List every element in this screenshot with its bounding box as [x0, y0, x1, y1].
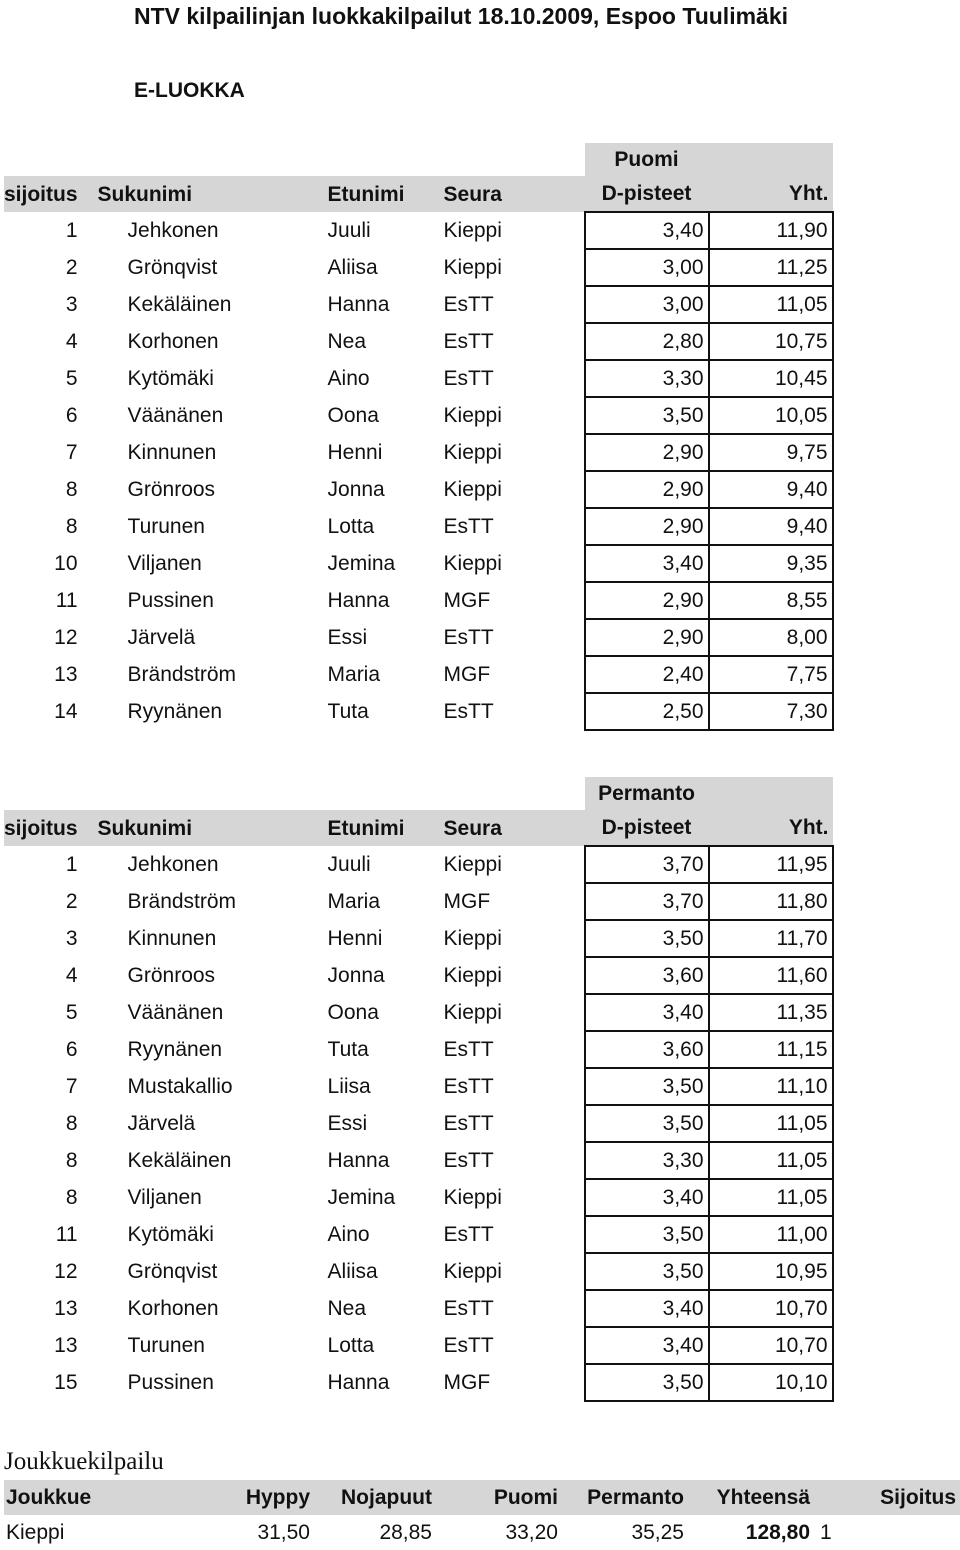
team-total: 128,80 — [745, 1521, 810, 1544]
position: 13 — [54, 1334, 78, 1357]
surname: Grönqvist — [127, 1260, 218, 1283]
result-row — [4, 1068, 833, 1105]
result-row — [4, 508, 833, 545]
col-total-header: Yht. — [709, 810, 833, 846]
firstname: Jemina — [327, 552, 396, 575]
firstname: Nea — [327, 330, 367, 353]
club: Kieppi — [443, 219, 502, 242]
club: EsTT — [443, 515, 494, 538]
d-score: 2,90 — [585, 508, 709, 545]
firstname: Hanna — [327, 1371, 390, 1394]
col-pos-header: sijoitus — [4, 810, 94, 846]
team-col-header: Nojapuut — [310, 1480, 432, 1515]
firstname: Maria — [327, 663, 381, 686]
result-row — [4, 397, 833, 434]
total-score: 7,75 — [709, 656, 833, 693]
d-score: 3,00 — [585, 286, 709, 323]
total-score: 11,25 — [709, 249, 833, 286]
position: 7 — [65, 441, 78, 464]
result-row — [4, 1364, 833, 1401]
d-score: 2,90 — [585, 471, 709, 508]
surname: Pussinen — [127, 589, 214, 612]
team-rank: 1 — [820, 1521, 832, 1544]
total-score: 9,35 — [709, 545, 833, 582]
d-score: 3,30 — [585, 360, 709, 397]
result-row — [4, 656, 833, 693]
d-score: 3,40 — [585, 545, 709, 582]
result-row — [4, 545, 833, 582]
d-score: 2,80 — [585, 323, 709, 360]
team-vault: 31,50 — [257, 1521, 310, 1544]
result-row — [4, 994, 833, 1031]
d-score: 3,70 — [585, 846, 709, 883]
total-score: 10,70 — [709, 1290, 833, 1327]
floor-apparatus-label: Permanto — [585, 777, 709, 810]
col-club-header: Seura — [444, 176, 585, 212]
club: EsTT — [443, 626, 494, 649]
d-score: 3,40 — [585, 212, 709, 249]
result-row — [4, 471, 833, 508]
firstname: Essi — [327, 1112, 368, 1135]
result-row — [4, 846, 833, 883]
surname: Grönqvist — [127, 256, 218, 279]
position: 12 — [54, 626, 78, 649]
club: Kieppi — [443, 552, 502, 575]
club: EsTT — [443, 1112, 494, 1135]
result-row — [4, 920, 833, 957]
position: 8 — [65, 1112, 78, 1135]
d-score: 3,40 — [585, 1179, 709, 1216]
col-total-header: Yht. — [709, 176, 833, 212]
club: EsTT — [443, 1075, 494, 1098]
total-score: 10,95 — [709, 1253, 833, 1290]
club: MGF — [443, 663, 491, 686]
surname: Korhonen — [127, 1297, 219, 1320]
team-col-header: Joukkue — [4, 1480, 194, 1515]
total-score: 10,70 — [709, 1327, 833, 1364]
position: 2 — [65, 890, 78, 913]
total-score: 9,75 — [709, 434, 833, 471]
total-score: 11,60 — [709, 957, 833, 994]
result-row — [4, 1327, 833, 1364]
team-competition-title: Joukkuekilpailu — [4, 1448, 164, 1475]
result-row — [4, 693, 833, 730]
position: 10 — [54, 552, 78, 575]
club: EsTT — [443, 1149, 494, 1172]
club: EsTT — [443, 700, 494, 723]
firstname: Essi — [327, 626, 368, 649]
surname: Mustakallio — [127, 1075, 233, 1098]
result-row — [4, 1290, 833, 1327]
team-col-header: Hyppy — [194, 1480, 310, 1515]
floor-header-row — [4, 810, 833, 846]
total-score: 11,35 — [709, 994, 833, 1031]
col-dscore-header: D-pisteet — [585, 176, 709, 212]
col-dscore-header: D-pisteet — [585, 810, 709, 846]
class-label: E-LUOKKA — [134, 79, 245, 102]
club: EsTT — [443, 367, 494, 390]
position: 1 — [65, 219, 78, 242]
result-row — [4, 1031, 833, 1068]
result-row — [4, 360, 833, 397]
surname: Kekäläinen — [127, 293, 232, 316]
team-col-header: Puomi — [432, 1480, 558, 1515]
page-title: NTV kilpailinjan luokkakilpailut 18.10.2009, Espoo Tuulimäki — [134, 3, 789, 29]
position: 12 — [54, 1260, 78, 1283]
d-score: 2,90 — [585, 582, 709, 619]
firstname: Lotta — [327, 515, 375, 538]
total-score: 11,15 — [709, 1031, 833, 1068]
position: 7 — [65, 1075, 78, 1098]
position: 8 — [65, 515, 78, 538]
total-score: 8,55 — [709, 582, 833, 619]
d-score: 3,40 — [585, 1327, 709, 1364]
firstname: Aliisa — [327, 256, 378, 279]
total-score: 10,45 — [709, 360, 833, 397]
total-score: 10,75 — [709, 323, 833, 360]
firstname: Maria — [327, 890, 381, 913]
club: EsTT — [443, 293, 494, 316]
surname: Kytömäki — [127, 367, 214, 390]
d-score: 3,50 — [585, 1216, 709, 1253]
position: 2 — [65, 256, 78, 279]
total-score: 9,40 — [709, 471, 833, 508]
surname: Väänänen — [127, 1001, 224, 1024]
d-score: 3,40 — [585, 994, 709, 1031]
result-row — [4, 1105, 833, 1142]
beam-results-table — [4, 143, 834, 731]
firstname: Juuli — [327, 219, 371, 242]
floor-header-apparatus-row — [4, 777, 833, 810]
col-club-header: Seura — [444, 810, 585, 846]
firstname: Jemina — [327, 1186, 396, 1209]
firstname: Oona — [327, 404, 379, 427]
club: Kieppi — [443, 404, 502, 427]
d-score: 3,60 — [585, 957, 709, 994]
total-score: 11,80 — [709, 883, 833, 920]
surname: Järvelä — [127, 626, 196, 649]
firstname: Hanna — [327, 589, 390, 612]
total-score: 11,05 — [709, 1105, 833, 1142]
team-col-header: Yhteensä — [684, 1480, 810, 1515]
club: EsTT — [443, 1334, 494, 1357]
total-score: 11,10 — [709, 1068, 833, 1105]
club: MGF — [443, 1371, 491, 1394]
surname: Grönroos — [127, 964, 216, 987]
firstname: Lotta — [327, 1334, 375, 1357]
d-score: 2,90 — [585, 619, 709, 656]
firstname: Tuta — [327, 700, 369, 723]
position: 8 — [65, 1186, 78, 1209]
firstname: Henni — [327, 927, 383, 950]
beam-header-apparatus-row — [4, 143, 833, 176]
position: 15 — [54, 1371, 78, 1394]
total-score: 9,40 — [709, 508, 833, 545]
result-row — [4, 1179, 833, 1216]
team-bars: 28,85 — [379, 1521, 432, 1544]
firstname: Aino — [327, 367, 370, 390]
team-beam: 33,20 — [505, 1521, 558, 1544]
surname: Ryynänen — [127, 1038, 223, 1061]
result-row — [4, 957, 833, 994]
surname: Brändström — [127, 890, 237, 913]
position: 8 — [65, 1149, 78, 1172]
surname: Ryynänen — [127, 700, 223, 723]
team-col-header: Sijoitus — [810, 1480, 960, 1515]
team-floor: 35,25 — [631, 1521, 684, 1544]
surname: Turunen — [127, 515, 205, 538]
position: 6 — [65, 404, 78, 427]
d-score: 3,30 — [585, 1142, 709, 1179]
team-name: Kieppi — [6, 1521, 65, 1544]
total-score: 7,30 — [709, 693, 833, 730]
surname: Jehkonen — [127, 853, 219, 876]
team-results-table — [4, 1480, 960, 1550]
position: 6 — [65, 1038, 78, 1061]
club: Kieppi — [443, 927, 502, 950]
total-score: 11,05 — [709, 1179, 833, 1216]
firstname: Jonna — [327, 964, 385, 987]
surname: Viljanen — [127, 552, 202, 575]
d-score: 2,90 — [585, 434, 709, 471]
firstname: Nea — [327, 1297, 367, 1320]
position: 11 — [55, 1223, 78, 1246]
col-firstname-header: Etunimi — [328, 176, 444, 212]
position: 14 — [54, 700, 78, 723]
result-row — [4, 1253, 833, 1290]
club: Kieppi — [443, 478, 502, 501]
firstname: Aliisa — [327, 1260, 378, 1283]
d-score: 3,00 — [585, 249, 709, 286]
col-pos-header: sijoitus — [4, 176, 94, 212]
firstname: Oona — [327, 1001, 379, 1024]
team-row — [4, 1515, 960, 1550]
total-score: 11,00 — [709, 1216, 833, 1253]
position: 13 — [54, 1297, 78, 1320]
result-row — [4, 212, 833, 249]
d-score: 2,40 — [585, 656, 709, 693]
d-score: 3,50 — [585, 397, 709, 434]
firstname: Henni — [327, 441, 383, 464]
surname: Väänänen — [127, 404, 224, 427]
beam-apparatus-label: Puomi — [585, 143, 709, 176]
club: Kieppi — [443, 441, 502, 464]
position: 11 — [55, 589, 78, 612]
surname: Jehkonen — [127, 219, 219, 242]
result-row — [4, 582, 833, 619]
firstname: Jonna — [327, 478, 385, 501]
firstname: Liisa — [327, 1075, 371, 1098]
total-score: 11,05 — [709, 1142, 833, 1179]
surname: Pussinen — [127, 1371, 214, 1394]
surname: Brändström — [127, 663, 237, 686]
club: MGF — [443, 890, 491, 913]
beam-header-row — [4, 176, 833, 212]
result-row — [4, 883, 833, 920]
club: Kieppi — [443, 853, 502, 876]
col-firstname-header: Etunimi — [328, 810, 444, 846]
total-score: 11,05 — [709, 286, 833, 323]
result-row — [4, 249, 833, 286]
d-score: 3,40 — [585, 1290, 709, 1327]
position: 1 — [65, 853, 78, 876]
surname: Grönroos — [127, 478, 216, 501]
position: 5 — [65, 367, 78, 390]
d-score: 3,70 — [585, 883, 709, 920]
result-row — [4, 1142, 833, 1179]
position: 5 — [65, 1001, 78, 1024]
surname: Korhonen — [127, 330, 219, 353]
result-row — [4, 323, 833, 360]
result-row — [4, 286, 833, 323]
club: EsTT — [443, 1223, 494, 1246]
team-col-header: Permanto — [558, 1480, 684, 1515]
surname: Kinnunen — [127, 927, 217, 950]
total-score: 10,05 — [709, 397, 833, 434]
firstname: Juuli — [327, 853, 371, 876]
surname: Kekäläinen — [127, 1149, 232, 1172]
firstname: Hanna — [327, 293, 390, 316]
club: Kieppi — [443, 256, 502, 279]
club: Kieppi — [443, 1186, 502, 1209]
club: EsTT — [443, 1038, 494, 1061]
total-score: 8,00 — [709, 619, 833, 656]
d-score: 3,50 — [585, 1068, 709, 1105]
total-score: 11,90 — [709, 212, 833, 249]
club: EsTT — [443, 330, 494, 353]
firstname: Hanna — [327, 1149, 390, 1172]
result-row — [4, 1216, 833, 1253]
club: Kieppi — [443, 964, 502, 987]
d-score: 3,50 — [585, 920, 709, 957]
total-score: 11,70 — [709, 920, 833, 957]
club: EsTT — [443, 1297, 494, 1320]
d-score: 3,50 — [585, 1105, 709, 1142]
result-row — [4, 434, 833, 471]
total-score: 10,10 — [709, 1364, 833, 1401]
position: 13 — [54, 663, 78, 686]
firstname: Tuta — [327, 1038, 369, 1061]
firstname: Aino — [327, 1223, 370, 1246]
surname: Kinnunen — [127, 441, 217, 464]
club: MGF — [443, 589, 491, 612]
floor-results-table — [4, 777, 834, 1402]
surname: Turunen — [127, 1334, 205, 1357]
surname: Järvelä — [127, 1112, 196, 1135]
club: Kieppi — [443, 1001, 502, 1024]
d-score: 3,50 — [585, 1364, 709, 1401]
club: Kieppi — [443, 1260, 502, 1283]
total-score: 11,95 — [709, 846, 833, 883]
d-score: 3,60 — [585, 1031, 709, 1068]
col-surname-header: Sukunimi — [94, 176, 328, 212]
d-score: 2,50 — [585, 693, 709, 730]
position: 3 — [65, 927, 78, 950]
position: 8 — [65, 478, 78, 501]
col-surname-header: Sukunimi — [94, 810, 328, 846]
surname: Kytömäki — [127, 1223, 214, 1246]
team-header-row — [4, 1480, 960, 1515]
position: 4 — [65, 330, 78, 353]
position: 3 — [65, 293, 78, 316]
surname: Viljanen — [127, 1186, 202, 1209]
position: 4 — [65, 964, 78, 987]
result-row — [4, 619, 833, 656]
d-score: 3,50 — [585, 1253, 709, 1290]
